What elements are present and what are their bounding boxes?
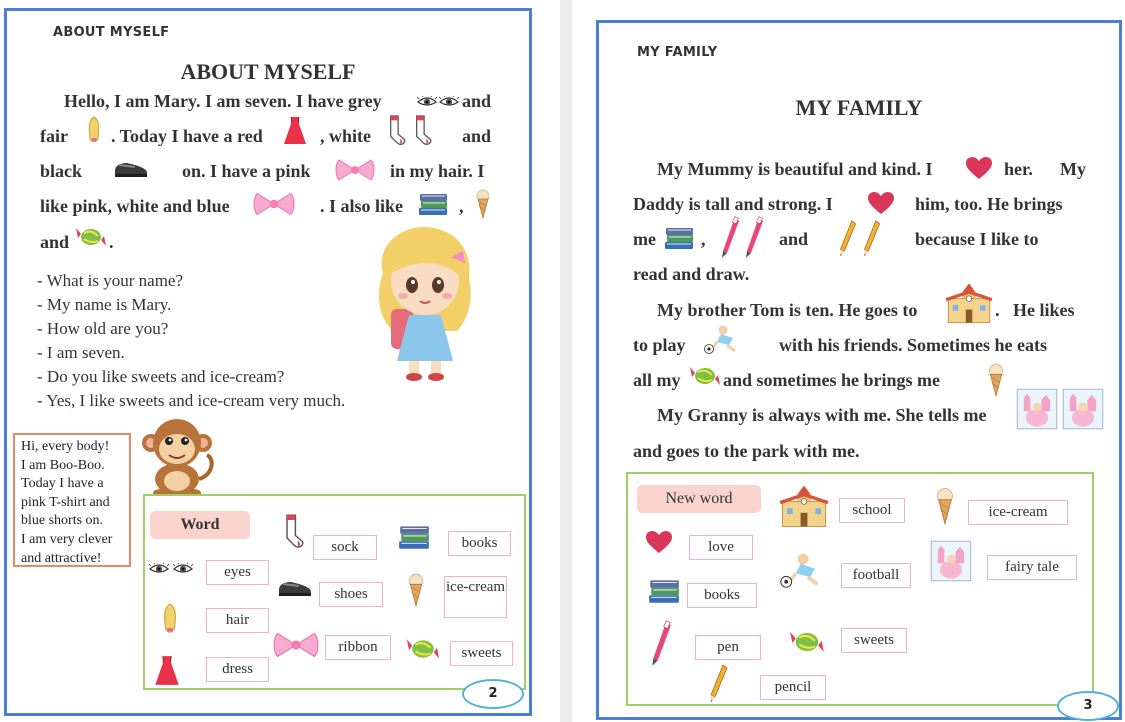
- boo-boo-note: [13, 433, 131, 567]
- left-page-title: ABOUT MYSELF: [180, 59, 356, 84]
- ribbon-icon: [335, 158, 375, 182]
- football-player-icon: [779, 551, 827, 591]
- para-line-9: and goes to the park with me.: [633, 441, 860, 461]
- word-shoes: shoes: [319, 582, 383, 607]
- monkey-illustration: [137, 415, 217, 497]
- para-line-5-c: He likes: [1013, 300, 1075, 320]
- book-gutter: [560, 0, 572, 722]
- word-fairy-tale: fairy tale: [987, 555, 1077, 580]
- dialogue-line-5: - Do you like sweets and ice-cream?: [37, 367, 285, 386]
- eye-icon: [417, 96, 459, 110]
- para-line-8: My Granny is always with me. She tells me: [657, 405, 987, 425]
- para-line-3-c: in my hair. I: [390, 161, 485, 181]
- fairy-tale-book-icon: [1015, 387, 1107, 433]
- word-pencil: pencil: [760, 675, 826, 700]
- word-hair: hair: [206, 608, 269, 633]
- school-icon: [779, 483, 829, 529]
- para-line-5-b: .: [995, 300, 1000, 320]
- right-page: [596, 20, 1122, 720]
- books-icon: [417, 191, 449, 217]
- sock-icon: [281, 513, 305, 553]
- note-line: Today I have a: [21, 476, 104, 492]
- books-icon: [397, 523, 431, 551]
- candy-icon: [405, 635, 441, 663]
- dialogue-line-1: - What is your name?: [37, 271, 184, 290]
- girl-illustration: [365, 223, 485, 383]
- para-line-2-d: and: [462, 126, 492, 146]
- ice-cream-icon: [987, 361, 1005, 401]
- word-ice-cream: ice-cream: [968, 500, 1068, 525]
- candy-icon: [789, 627, 825, 657]
- para-line-4-c: ,: [459, 196, 464, 216]
- word-books: books: [687, 583, 757, 608]
- para-line-1-a: My Mummy is beautiful and kind. I: [657, 159, 933, 179]
- para-line-4-b: . I also like: [320, 196, 404, 216]
- word-box-title: New word: [637, 485, 761, 513]
- football-player-icon: [703, 323, 743, 359]
- books-icon: [663, 225, 695, 251]
- para-line-2-a: Daddy is tall and strong. I: [633, 194, 833, 214]
- page-number-right: 3: [1057, 691, 1119, 721]
- word-sweets: sweets: [841, 628, 907, 653]
- shoe-icon: [113, 159, 149, 179]
- note-line: and attractive!: [21, 550, 102, 566]
- note-line: Hi, every body!: [21, 439, 110, 454]
- candy-icon: [689, 363, 721, 389]
- school-icon: [945, 281, 993, 325]
- para-line-3-d: because I like to: [915, 229, 1039, 249]
- note-line: I am very clever: [21, 531, 113, 547]
- left-page-header: ABOUT MYSELF: [53, 25, 170, 40]
- dialogue-line-4: - I am seven.: [37, 343, 125, 362]
- para-line-7-b: and sometimes he brings me: [723, 370, 940, 390]
- fairy-tale-book-icon: [929, 539, 973, 583]
- hair-icon: [162, 603, 178, 637]
- pencil-icon: [707, 663, 731, 703]
- word-books: books: [448, 531, 511, 556]
- word-dress: dress: [206, 657, 269, 682]
- para-line-7-a: all my: [633, 370, 681, 390]
- para-line-6-a: to play: [633, 335, 686, 355]
- para-line-3-b: ,: [701, 229, 706, 249]
- para-line-2-b: . Today I have a red: [111, 126, 263, 146]
- para-line-3-b: on. I have a pink: [182, 161, 311, 181]
- word-football: football: [841, 563, 911, 588]
- word-ice-cream: ice-cream: [444, 576, 507, 618]
- heart-icon: [965, 156, 993, 180]
- dress-icon: [153, 655, 181, 687]
- books-icon: [647, 577, 681, 605]
- para-line-1-b: and: [462, 91, 492, 111]
- word-school: school: [839, 498, 905, 523]
- word-box-title: Word: [150, 511, 250, 539]
- eye-icon: [149, 561, 195, 577]
- pen-icon: [649, 619, 673, 667]
- para-line-2-b: him, too. He brings: [915, 194, 1063, 214]
- ribbon-icon: [253, 191, 295, 217]
- ribbon-icon: [273, 631, 319, 659]
- ice-cream-icon: [407, 573, 425, 607]
- candy-icon: [75, 224, 107, 250]
- para-line-5-a: and: [40, 232, 70, 252]
- pen-icon: [719, 215, 771, 259]
- page-number-left: 2: [462, 679, 524, 709]
- heart-icon: [867, 191, 895, 215]
- para-line-5-a: My brother Tom is ten. He goes to: [657, 300, 918, 320]
- para-line-6-b: with his friends. Sometimes he eats: [779, 335, 1047, 355]
- para-line-2-a: fair: [40, 126, 68, 146]
- para-line-4-a: like pink, white and blue: [40, 196, 230, 216]
- para-line-2-c: , white: [320, 126, 371, 146]
- para-line-5-b: .: [109, 232, 114, 252]
- dress-icon: [282, 116, 308, 146]
- shoe-icon: [277, 577, 313, 599]
- note-line: I am Boo-Boo.: [21, 457, 105, 473]
- heart-icon: [645, 530, 673, 554]
- para-line-1-c: My: [1060, 159, 1086, 179]
- sock-icon: [385, 115, 443, 149]
- note-line: pink T-shirt and: [21, 494, 110, 510]
- word-ribbon: ribbon: [325, 635, 391, 660]
- dialogue-line-2: - My name is Mary.: [37, 295, 172, 314]
- word-love: love: [689, 535, 753, 560]
- right-page-header: MY FAMILY: [637, 45, 718, 60]
- pencil-icon: [837, 219, 889, 259]
- dialogue-line-6: - Yes, I like sweets and ice-cream very much.: [37, 391, 346, 410]
- hair-icon: [87, 116, 101, 146]
- para-line-1-a: Hello, I am Mary. I am seven. I have grey: [64, 91, 382, 111]
- word-pen: pen: [695, 635, 761, 660]
- para-line-3-c: and: [779, 229, 809, 249]
- left-page: [4, 8, 532, 716]
- word-eyes: eyes: [206, 560, 269, 585]
- note-line: blue shorts on.: [21, 513, 104, 529]
- para-line-1-b: her.: [1004, 159, 1033, 179]
- dialogue-line-3: - How old are you?: [37, 319, 169, 338]
- para-line-3-a: black: [40, 161, 83, 181]
- word-sock: sock: [313, 535, 377, 560]
- para-line-3-a: me: [633, 229, 656, 249]
- para-line-4: read and draw.: [633, 264, 750, 284]
- right-page-title: MY FAMILY: [795, 95, 923, 120]
- word-sweets: sweets: [450, 641, 513, 666]
- ice-cream-icon: [935, 485, 955, 527]
- ice-cream-icon: [475, 189, 491, 219]
